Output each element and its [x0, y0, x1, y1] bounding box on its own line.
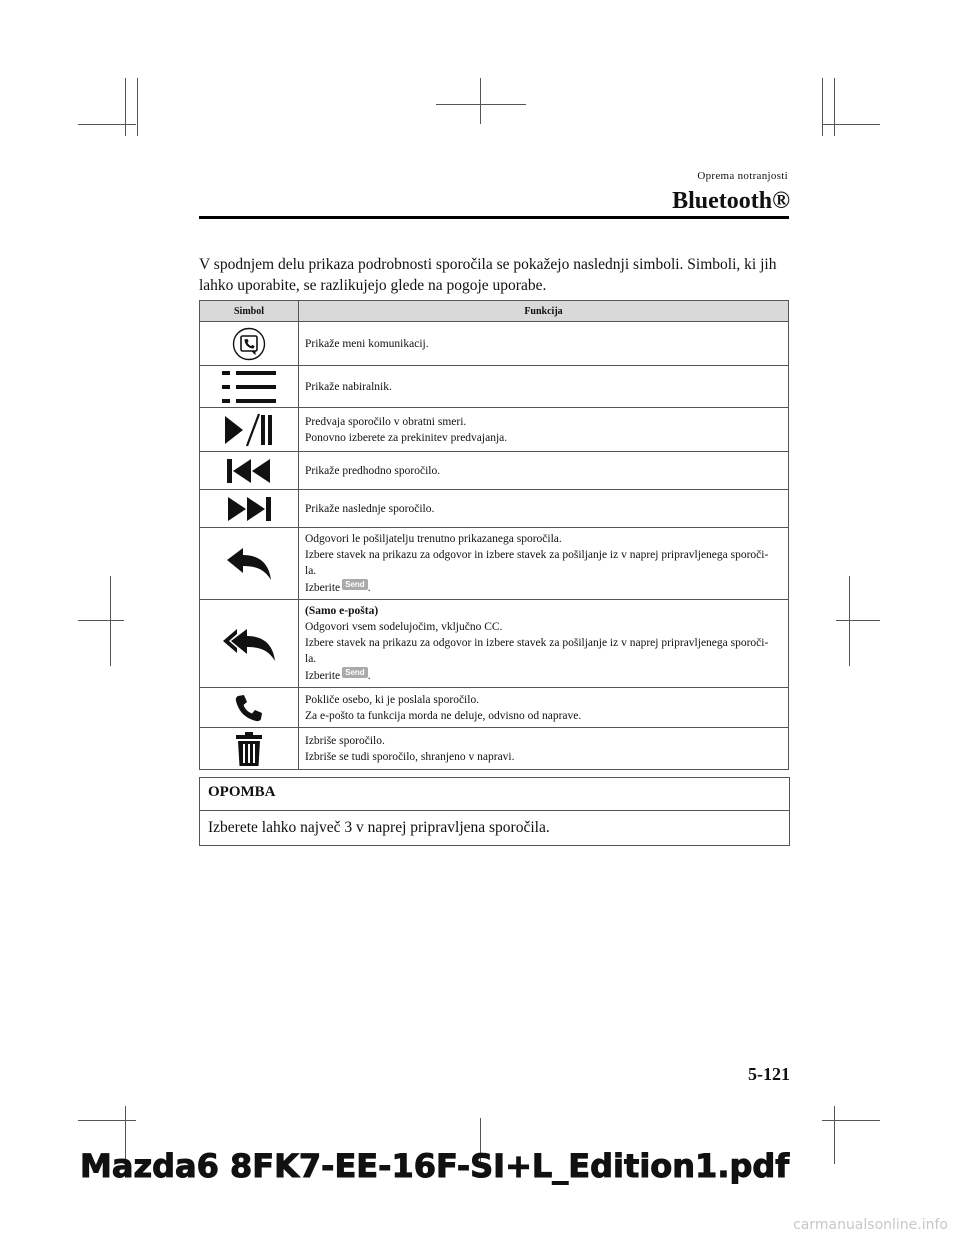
footer-filename: Mazda6 8FK7-EE-16F-SI+L_Edition1.pdf [80, 1147, 790, 1185]
symbol-cell [200, 528, 299, 600]
note-heading: OPOMBA [200, 778, 789, 811]
table-row [200, 322, 789, 366]
reply-icon [225, 546, 273, 582]
intro-paragraph: V spodnjem delu prikaza podrobnosti sporočila se pokažejo naslednji simboli. Simboli, ki jih lahko uporabite, se razlikujejo glede na pogoje uporabe. [199, 256, 777, 294]
function-cell: Pokliče osebo, ki je poslala sporočilo. Za e-pošto ta funkcija morda ne deluje, odvisno od naprave. [299, 688, 789, 728]
function-cell: (Samo e-pošta) Odgovori vsem sodelujočim, vključno CC. Izbere stavek na prikazu za odgovor in izbere stavek za pošiljanje iz v naprej pripravljenega sporoči- la. Izberite Send . [299, 600, 789, 688]
table-row [200, 600, 789, 688]
symbol-cell [200, 688, 299, 728]
table-row [200, 728, 789, 770]
function-cell: Prikaže meni komunikacij. [299, 322, 789, 366]
function-cell: Predvaja sporočilo v obratni smeri. Ponovno izberete za prekinitev predvajanja. [299, 408, 789, 452]
trash-icon [235, 731, 263, 767]
table-row [200, 452, 789, 490]
table-row [200, 408, 789, 452]
symbol-cell [200, 600, 299, 688]
play-pause-icon [223, 412, 275, 448]
section-title: Oprema notranjosti [697, 170, 788, 182]
reply-all-icon [221, 625, 277, 663]
symbol-cell [200, 366, 299, 408]
symbol-cell [200, 408, 299, 452]
watermark: carmanualsonline.info [793, 1217, 948, 1233]
communication-menu-icon [232, 327, 266, 361]
send-button: Send [342, 579, 368, 590]
function-cell: Izbriše sporočilo. Izbriše se tudi sporočilo, shranjeno v napravi. [299, 728, 789, 770]
next-track-icon [225, 495, 273, 523]
symbol-table [199, 300, 789, 770]
table-row [200, 528, 789, 600]
previous-track-icon [225, 457, 273, 485]
note-text: Izberete lahko največ 3 v naprej pripravljena sporočila. [208, 819, 550, 836]
col-function-header: Funkcija [299, 301, 789, 322]
col-symbol-header: Simbol [200, 301, 299, 322]
inbox-list-icon [220, 370, 278, 404]
symbol-cell [200, 452, 299, 490]
table-row [200, 688, 789, 728]
page-number: 5-121 [748, 1064, 790, 1084]
header-rule [199, 216, 789, 219]
phone-call-icon [234, 693, 264, 723]
table-row [200, 366, 789, 408]
function-cell: Prikaže predhodno sporočilo. [299, 452, 789, 490]
symbol-cell [200, 322, 299, 366]
symbol-cell [200, 728, 299, 770]
function-cell: Odgovori le pošiljatelju trenutno prikazanega sporočila. Izbere stavek na prikazu za odgovor in izbere stavek za pošiljanje iz v naprej pripravljenega sporoči- la. Izberite Send . [299, 528, 789, 600]
chapter-title: Bluetooth® [672, 188, 790, 214]
send-button: Send [342, 667, 368, 678]
function-cell: Prikaže nabiralnik. [299, 366, 789, 408]
function-cell: Prikaže naslednje sporočilo. [299, 490, 789, 528]
note-box [199, 777, 790, 846]
table-row [200, 490, 789, 528]
symbol-cell [200, 490, 299, 528]
